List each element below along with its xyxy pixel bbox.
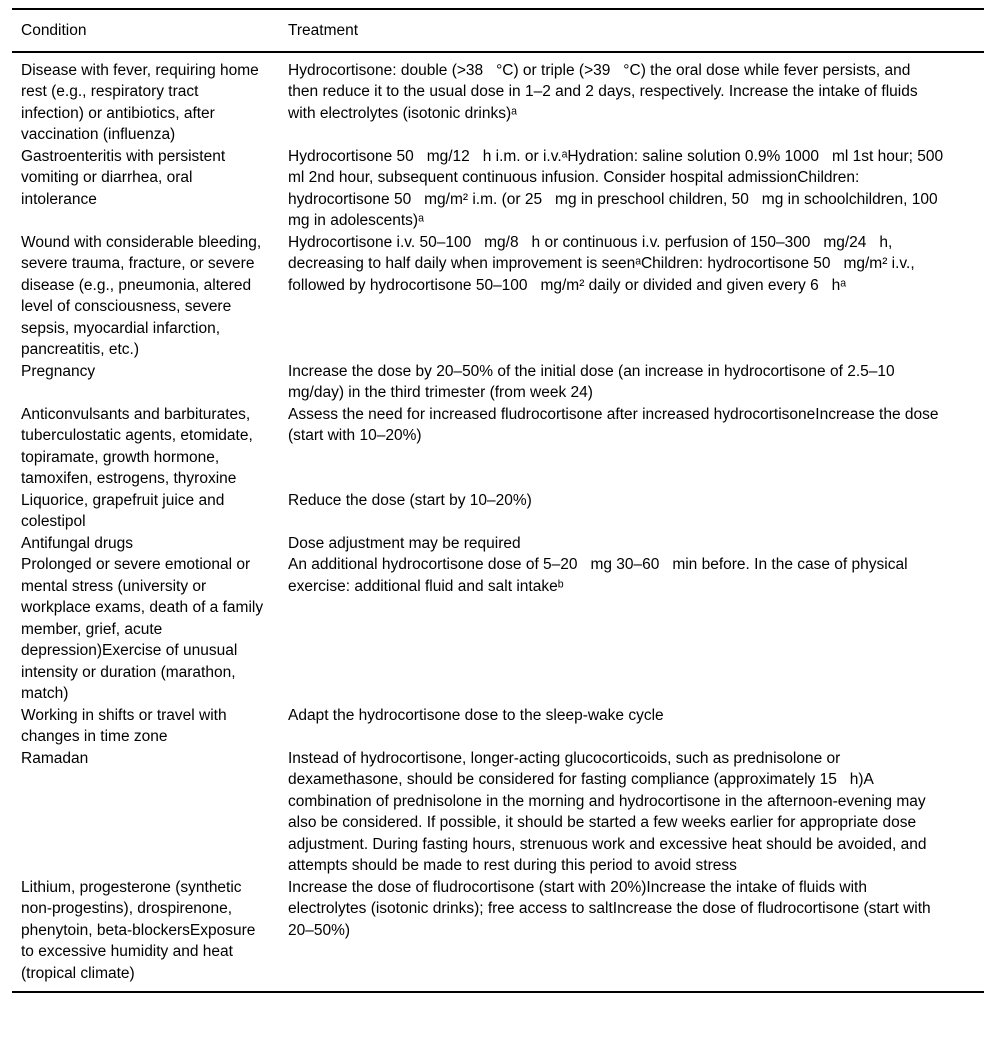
condition-cell: Ramadan xyxy=(21,749,89,767)
table-body xyxy=(12,52,984,993)
treatment-cell: Increase the dose by 20–50% of the initial dose (an increase in hydrocortisone of 2.5–10 mg/day) in the third trimester (from week 24) xyxy=(288,362,908,401)
table-row xyxy=(12,748,984,877)
treatment-column-header: Treatment xyxy=(288,9,984,52)
condition-cell: Lithium, progesterone (synthetic non-progestins), drospirenone, phenytoin, beta-blockersExposure to excessive humidity and heat (tropical climate) xyxy=(21,878,260,982)
table-row xyxy=(12,404,984,490)
treatment-cell: Instead of hydrocortisone, longer-acting glucocorticoids, such as prednisolone or dexamethasone, should be considered for fasting compliance (approximately 15 h)A combination of prednisolone in the morning and hydrocortisone in the afternoon-evening may also be considered. If possible, it should be started a few weeks earlier for appropriate dose adjustment. During fasting hours, strenuous work and excessive heat should be avoided, and attempts should be made to rest during this period to avoid stress xyxy=(288,749,931,874)
table-row xyxy=(12,490,984,533)
treatment-adjustment-table-container xyxy=(12,8,984,993)
treatment-cell: Adapt the hydrocortisone dose to the sleep-wake cycle xyxy=(288,706,664,724)
condition-cell: Disease with fever, requiring home rest (e.g., respiratory tract infection) or antibiotics, after vaccination (influenza) xyxy=(21,61,264,143)
table-row xyxy=(12,554,984,705)
table-row xyxy=(12,146,984,232)
treatment-cell: Hydrocortisone 50 mg/12 h i.m. or i.v.ᵃHydration: saline solution 0.9% 1000 ml 1st hour; 500 ml 2nd hour, subsequent continuous infusion. Consider hospital admissionChildren: hydrocortisone 50 mg/m² i.m. (or 25 mg in preschool children, 50 mg in schoolchildren, 100 mg in adolescents)ᵃ xyxy=(288,147,957,229)
table-row xyxy=(12,705,984,748)
condition-cell: Liquorice, grapefruit juice and colestipol xyxy=(21,491,229,530)
condition-cell: Wound with considerable bleeding, severe trauma, fracture, or severe disease (e.g., pneumonia, altered level of consciousness, severe sepsis, myocardial infarction, pancreatitis, etc.) xyxy=(21,233,266,358)
condition-cell: Prolonged or severe emotional or mental stress (university or workplace exams, death of a family member, grief, acute depression)Exercise of unusual intensity or duration (marathon, match) xyxy=(21,556,268,702)
treatment-cell: Hydrocortisone: double (>38 °C) or triple (>39 °C) the oral dose while fever persists, and then reduce it to the usual dose in 1–2 and 2 days, respectively. Increase the intake of fluids with electrolytes (isotonic drinks)ᵃ xyxy=(288,61,922,122)
treatment-adjustment-table xyxy=(12,8,984,993)
header-row xyxy=(12,9,984,52)
treatment-cell: Reduce the dose (start by 10–20%) xyxy=(288,491,532,509)
table-row xyxy=(12,52,984,146)
condition-cell: Working in shifts or travel with changes in time zone xyxy=(21,706,231,745)
condition-cell: Anticonvulsants and barbiturates, tuberculostatic agents, etomidate, topiramate, growth hormone, tamoxifen, estrogens, thyroxine xyxy=(21,405,258,487)
condition-cell: Pregnancy xyxy=(21,362,96,380)
condition-column-header: Condition xyxy=(12,9,288,52)
treatment-cell: Assess the need for increased fludrocortisone after increased hydrocortisoneIncrease the dose (start with 10–20%) xyxy=(288,405,943,444)
condition-cell: Gastroenteritis with persistent vomiting or diarrhea, oral intolerance xyxy=(21,147,230,208)
table-row xyxy=(12,877,984,993)
condition-cell: Antifungal drugs xyxy=(21,534,134,552)
table-row xyxy=(12,533,984,555)
treatment-cell: Increase the dose of fludrocortisone (start with 20%)Increase the intake of fluids with electrolytes (isotonic drinks); free access to saltIncrease the dose of fludrocortisone (start with 20–50%) xyxy=(288,878,935,939)
table-header xyxy=(12,9,984,52)
table-row xyxy=(12,361,984,404)
treatment-cell: An additional hydrocortisone dose of 5–20 mg 30–60 min before. In the case of physical exercise: additional fluid and salt intakeᵇ xyxy=(288,556,912,595)
table-row xyxy=(12,232,984,361)
treatment-cell: Hydrocortisone i.v. 50–100 mg/8 h or continuous i.v. perfusion of 150–300 mg/24 h, decreasing to half daily when improvement is seenᵃChildren: hydrocortisone 50 mg/m² i.v., followed by hydrocortisone 50–100 mg/m² daily or divided and given every 6 hᵃ xyxy=(288,233,919,294)
treatment-cell: Dose adjustment may be required xyxy=(288,534,521,552)
